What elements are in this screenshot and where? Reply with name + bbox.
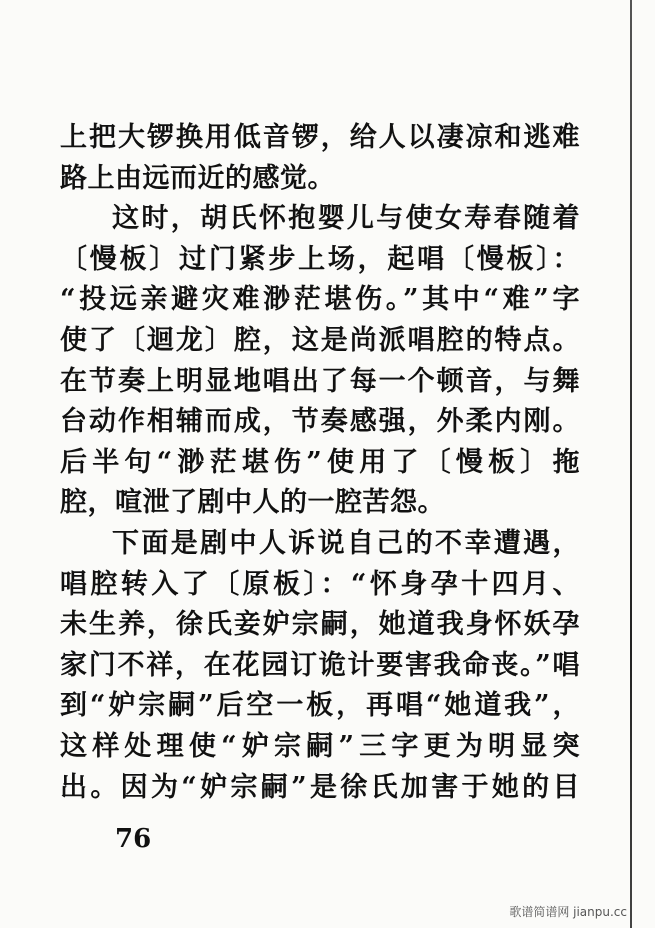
text-line: 后半句“渺茫堪伤”使用了〔慢板〕拖 xyxy=(60,446,580,478)
text-line: 出。因为“妒宗嗣”是徐氏加害于她的目 xyxy=(60,771,580,803)
binding-edge xyxy=(630,0,632,928)
text-line: 使了〔迴龙〕腔，这是尚派唱腔的特点。 xyxy=(60,324,580,356)
watermark: 歌谱简谱网 jianpu.cc xyxy=(509,905,627,919)
page-number: 76 xyxy=(115,824,152,854)
text-line: 这时，胡氏怀抱婴儿与使女寿春随着 xyxy=(112,203,580,235)
text-line: 台动作相辅而成，节奏感强，外柔内刚。 xyxy=(60,406,580,438)
text-line: “投远亲避灾难渺茫堪伤。”其中“难”字 xyxy=(60,284,580,316)
text-line: 腔，喧泄了剧中人的一腔苦怨。 xyxy=(60,487,445,519)
text-line: 唱腔转入了〔原板〕：“怀身孕十四月、 xyxy=(60,568,580,600)
body-text xyxy=(60,118,580,808)
text-line: 〔慢板〕过门紧步上场，起唱〔慢板〕： xyxy=(60,243,580,275)
text-line: 路上由远而近的感觉。 xyxy=(60,162,335,194)
text-line: 家门不祥，在花园订诡计要害我命丧。”唱 xyxy=(60,649,580,681)
text-line: 这样处理使“妒宗嗣”三字更为明显突 xyxy=(60,730,580,762)
text-line: 在节奏上明显地唱出了每一个顿音，与舞 xyxy=(60,365,580,397)
text-line: 到“妒宗嗣”后空一板，再唱“她道我”， xyxy=(60,690,580,722)
text-line: 下面是剧中人诉说自己的不幸遭遇， xyxy=(112,527,580,559)
text-line: 未生养，徐氏妾妒宗嗣，她道我身怀妖孕 xyxy=(60,609,580,641)
text-line: 上把大锣换用低音锣，给人以凄凉和逃难 xyxy=(60,122,580,153)
